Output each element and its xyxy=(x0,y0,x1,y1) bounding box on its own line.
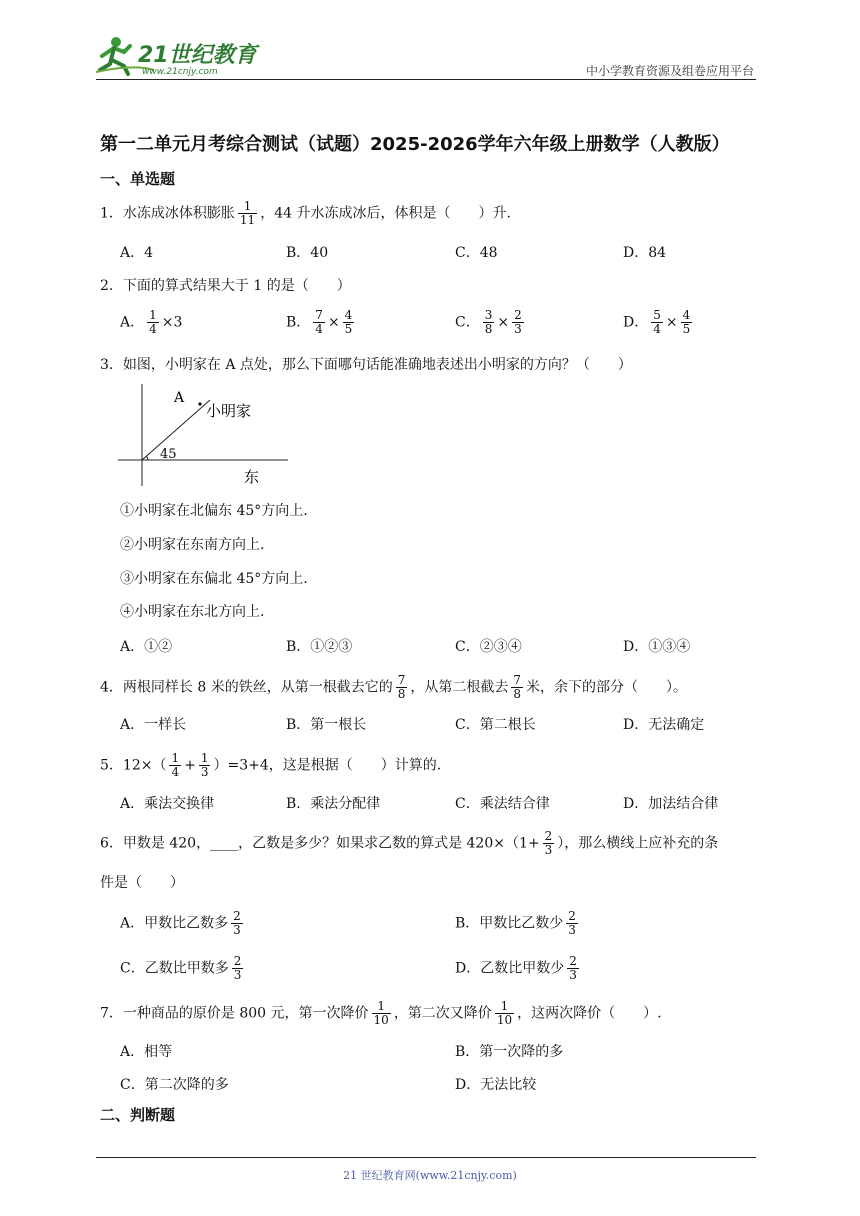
q6-option-d[interactable]: D．乙数比甲数少 $\frac{2}{3}$ xyxy=(455,954,577,982)
q3-statement-3: ③小明家在东偏北 45°方向上. xyxy=(120,571,308,587)
section-heading-true-false: 二、判断题 xyxy=(100,1106,176,1124)
label-home: 小明家 xyxy=(206,402,252,420)
q3-option-c[interactable]: C．②③④ xyxy=(455,639,522,655)
footer-divider xyxy=(96,1157,756,1158)
q1-option-d[interactable]: D．84 xyxy=(623,245,667,261)
logo-url: www.21cnjy.com xyxy=(142,67,218,77)
q2-option-c[interactable]: C． $\frac{3}{8}$ × $\frac{2}{3}$ xyxy=(455,308,522,336)
q3-option-b[interactable]: B．①②③ xyxy=(286,639,353,655)
q6-option-b[interactable]: B．甲数比乙数少 $\frac{2}{3}$ xyxy=(455,909,576,937)
header-divider xyxy=(96,79,756,80)
question-5: 5．12×（ $\frac{1}{4}$ + $\frac{1}{3}$ ）=3+4，这是根据（ ）计算的. xyxy=(100,751,442,779)
q1-option-b[interactable]: B．40 xyxy=(286,245,329,261)
logo-text: 21世纪教育 xyxy=(138,43,257,68)
question-1: 1．水冻成冰体积膨胀 $\frac{1}{11}$ ，44 升水冻成冰后，体积是（ ）升. xyxy=(100,199,511,227)
q4-option-a[interactable]: A．一样长 xyxy=(120,717,187,733)
q1-option-c[interactable]: C．48 xyxy=(455,245,498,261)
label-east: 东 xyxy=(244,468,260,486)
direction-diagram xyxy=(116,380,290,488)
q6-option-a[interactable]: A．甲数比乙数多 $\frac{2}{3}$ xyxy=(120,909,241,937)
q2-option-d[interactable]: D． $\frac{5}{4}$ × $\frac{4}{5}$ xyxy=(623,308,691,336)
document-title: 第一二单元月考综合测试（试题）2025-2026学年六年级上册数学（人教版） xyxy=(100,134,730,155)
q2-option-a[interactable]: A． $\frac{1}{4}$ ×3 xyxy=(120,308,183,336)
q7-option-c[interactable]: C．第二次降的多 xyxy=(120,1077,229,1093)
footer-text[interactable]: 21 世纪教育网(www.21cnjy.com) xyxy=(343,1169,517,1182)
q4-option-c[interactable]: C．第二根长 xyxy=(455,717,536,733)
q7-option-b[interactable]: B．第一次降的多 xyxy=(455,1044,564,1060)
q7-option-d[interactable]: D．无法比较 xyxy=(455,1077,537,1093)
site-logo xyxy=(94,34,264,78)
question-7: 7．一种商品的原价是 800 元，第一次降价 $\frac{1}{10}$ ，第二次又降价 $\frac{1}{10}$ ，这两次降价（ ）. xyxy=(100,999,662,1027)
q5-option-d[interactable]: D．加法结合律 xyxy=(623,796,719,812)
q7-option-a[interactable]: A．相等 xyxy=(120,1044,173,1060)
label-angle: 45 xyxy=(160,447,177,462)
fraction: $\frac{1}{11}$ xyxy=(239,199,256,227)
q5-option-c[interactable]: C．乘法结合律 xyxy=(455,796,550,812)
q1-option-a[interactable]: A．4 xyxy=(120,245,154,261)
q3-statement-1: ①小明家在北偏东 45°方向上. xyxy=(120,503,308,519)
question-6: 6．甲数是 420，____，乙数是多少？如果求乙数的算式是 420×（1+ $\frac{2}{3}$ ），那么横线上应补充的条 xyxy=(100,829,719,857)
logo-runner-icon xyxy=(94,34,264,78)
q3-option-a[interactable]: A．①② xyxy=(120,639,173,655)
question-2: 2．下面的算式结果大于 1 的是（ ） xyxy=(100,278,351,294)
question-3: 3．如图，小明家在 A 点处，那么下面哪句话能准确地表述出小明家的方向？（ ） xyxy=(100,357,632,373)
q5-option-a[interactable]: A．乘法交换律 xyxy=(120,796,215,812)
q3-statement-4: ④小明家在东北方向上. xyxy=(120,604,265,620)
q5-option-b[interactable]: B．乘法分配律 xyxy=(286,796,381,812)
q3-option-d[interactable]: D．①③④ xyxy=(623,639,691,655)
direction-figure xyxy=(116,380,290,488)
q4-option-b[interactable]: B．第一根长 xyxy=(286,717,367,733)
question-6-line-2: 件是（ ） xyxy=(100,875,184,891)
q4-option-d[interactable]: D．无法确定 xyxy=(623,717,705,733)
q3-statement-2: ②小明家在东南方向上. xyxy=(120,537,265,553)
header-site-name: 中小学教育资源及组卷应用平台 xyxy=(585,64,754,78)
label-a: A xyxy=(174,390,185,406)
q2-option-b[interactable]: B． $\frac{7}{4}$ × $\frac{4}{5}$ xyxy=(286,308,353,336)
q6-option-c[interactable]: C．乙数比甲数多 $\frac{2}{3}$ xyxy=(120,954,242,982)
section-heading-single-choice: 一、单选题 xyxy=(100,170,176,188)
question-4: 4．两根同样长 8 米的铁丝，从第一根截去它的 $\frac{7}{8}$ ，从第二根截去 $\frac{7}{8}$ 米，余下的部分（ ）。 xyxy=(100,673,687,701)
